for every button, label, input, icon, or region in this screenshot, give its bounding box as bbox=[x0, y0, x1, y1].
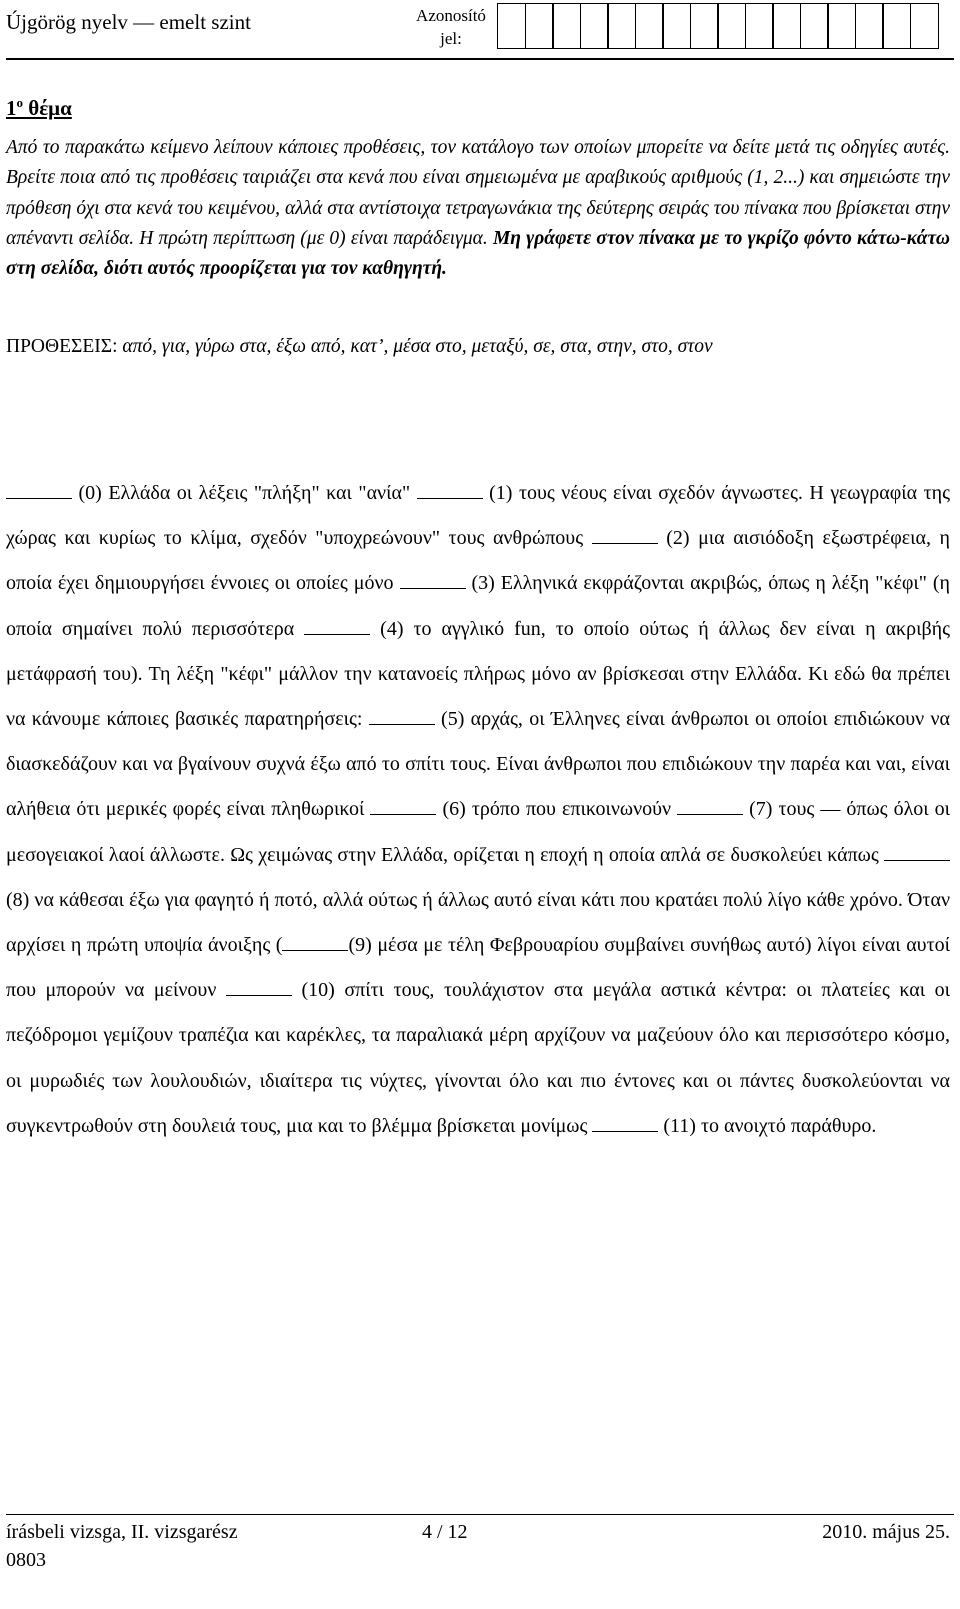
prepositions-values: από, για, γύρω στα, έξω από, κατ’, μέσα στο, μεταξύ, σε, στα, στην, στο, στον bbox=[122, 336, 713, 357]
id-box[interactable] bbox=[525, 3, 554, 49]
id-box[interactable] bbox=[497, 3, 526, 49]
gap-5[interactable] bbox=[369, 708, 435, 725]
gap-6[interactable] bbox=[370, 798, 436, 815]
gap-2[interactable] bbox=[592, 527, 658, 544]
footer-date: 2010. május 25. bbox=[822, 1521, 950, 1543]
gap-7[interactable] bbox=[677, 798, 743, 815]
gap-10[interactable] bbox=[226, 979, 292, 996]
id-box[interactable] bbox=[580, 3, 609, 49]
topic-heading: $1^o$ θέμα bbox=[6, 95, 72, 120]
id-box[interactable] bbox=[800, 3, 829, 49]
id-box[interactable] bbox=[772, 3, 801, 49]
id-box[interactable] bbox=[827, 3, 856, 49]
gap-1[interactable] bbox=[417, 482, 483, 499]
id-box[interactable] bbox=[607, 3, 636, 49]
id-box[interactable] bbox=[552, 3, 581, 49]
footer-code: 0803 bbox=[6, 1549, 46, 1571]
gap-9[interactable] bbox=[282, 934, 348, 951]
gap-3[interactable] bbox=[400, 572, 466, 589]
footer-exam-part: írásbeli vizsga, II. vizsgarész bbox=[6, 1521, 238, 1543]
prepositions-label: ΠΡΟΘΕΣΕΙΣ: bbox=[6, 336, 118, 357]
instructions bbox=[6, 133, 950, 284]
gap-8[interactable] bbox=[884, 844, 950, 861]
gap-11[interactable] bbox=[592, 1115, 658, 1132]
gap-4[interactable] bbox=[304, 618, 370, 635]
id-label: Azonosító jel: bbox=[416, 6, 486, 48]
instructions-warning: Μη γράφετε στον πίνακα με το γκρίζο φόντο κάτω-κάτω στη σελίδα, διότι αυτός προορίζεται για τον καθηγητή. bbox=[6, 227, 950, 280]
instructions-text: Από το παρακάτω κείμενο λείπουν κάποιες προθέσεις, τον κατάλογο των οποίων μπορείτε να δείτε μετά τις οδηγίες αυτές. Βρείτε ποια από τις προθέσεις ταιριάζει στα κενά που είναι σημειωμένα με αραβικούς αριθμούς (1, 2...) και σημειώστε την πρόθεση όχι στα κενά του κειμένου, αλλά στα αντίστοιχα τετραγωνάκια της δεύτερης σειράς του πίνακα που βρίσκεται στην απέναντι σελίδα. Η πρώτη περίπτωση (με 0) είναι παράδειγμα. bbox=[6, 137, 950, 249]
exam-title: Újgörög nyelv — emelt szint bbox=[6, 10, 251, 34]
id-box[interactable] bbox=[717, 3, 746, 49]
id-box[interactable] bbox=[662, 3, 691, 49]
id-box[interactable] bbox=[910, 3, 939, 49]
id-box[interactable] bbox=[855, 3, 884, 49]
id-box[interactable] bbox=[690, 3, 719, 49]
id-box[interactable] bbox=[745, 3, 774, 49]
id-box[interactable] bbox=[635, 3, 664, 49]
id-boxes bbox=[497, 3, 937, 49]
page-header bbox=[0, 0, 960, 62]
prepositions-list bbox=[6, 336, 950, 358]
footer-divider bbox=[6, 1514, 954, 1515]
page-number: 4 / 12 bbox=[422, 1521, 468, 1543]
id-box[interactable] bbox=[882, 3, 911, 49]
header-divider bbox=[6, 58, 954, 60]
gap-0 bbox=[6, 482, 72, 499]
exercise-passage: (0) Ελλάδα οι λέξεις "πλήξη" και "ανία" (1) τους νέους είναι σχεδόν άγνωστες. Η γεωγραφία της χώρας και κυρίως το κλίμα, σχεδόν "υποχρεώνουν" τους ανθρώπους (2) μια αισιόδοξη εξωστρέφεια, η οποία έχει δημιουργήσει έννοιες οι οποίες μόνο (3) Ελληνικά εκφράζονται ακριβώς, όπως η λέξη "κέφι" (η οποία σημαίνει πολύ περισσότερα (4) το αγγλικό fun, το οποίο ούτως ή άλλως δεν είναι η ακριβής μετάφρασή του). Τη λέξη "κέφι" μάλλον την κατανοείς πλήρως μόνο αν βρίσκεσαι στην Ελλάδα. Κι εδώ θα πρέπει να κάνουμε κάποιες βασικές παρατηρήσεις: (5) αρχάς, οι Έλληνες είναι άνθρωποι οι οποίοι επιδιώκουν να διασκεδάζουν και να βγαίνουν συχνά έξω από το σπίτι τους. Είναι άνθρωποι που επιδιώκουν την παρέα και ναι, είναι αλήθεια ότι μερικές φορές είναι πληθωρικοί (6) τρόπο που επικοινωνούν (7) τους — όπως όλοι οι μεσογειακοί λαοί άλλωστε. Ως χειμώνας στην Ελλάδα, ορίζεται η εποχή η οποία απλά σε δυσκολεύει κάπως (8) να κάθεσαι έξω για φαγητό ή ποτό, αλλά ούτως ή άλλως αυτό είναι κάτι που κρατάει πολύ λίγο κάθε χρόνο. Όταν αρχίσει η πρώτη υποψία άνοιξης ( (9) μέσα με τέλη Φεβρουαρίου συμβαίνει συνήθως αυτό) λίγοι είναι αυτοί που μπορούν να μείνουν (10) σπίτι τους, τουλάχιστον στα μεγάλα αστικά κέντρα: οι πλατείες και οι πεζόδρομοι γεμίζουν τραπέζια και καρέκλες, τα παραλιακά μέρη αρχίζουν να μαζεύουν όλο και περισσότερο κόσμο, οι μυρωδιές των λουλουδιών, ιδιαίτερα τις νύχτες, γίνονται όλο και πιο έντονες και οι πάντες δυσκολεύονται να συγκεντρωθούν στη δουλειά τους, μια και το βλέμμα βρίσκεται μονίμως (11) το ανοιχτό παράθυρο. bbox=[6, 482, 951, 1137]
